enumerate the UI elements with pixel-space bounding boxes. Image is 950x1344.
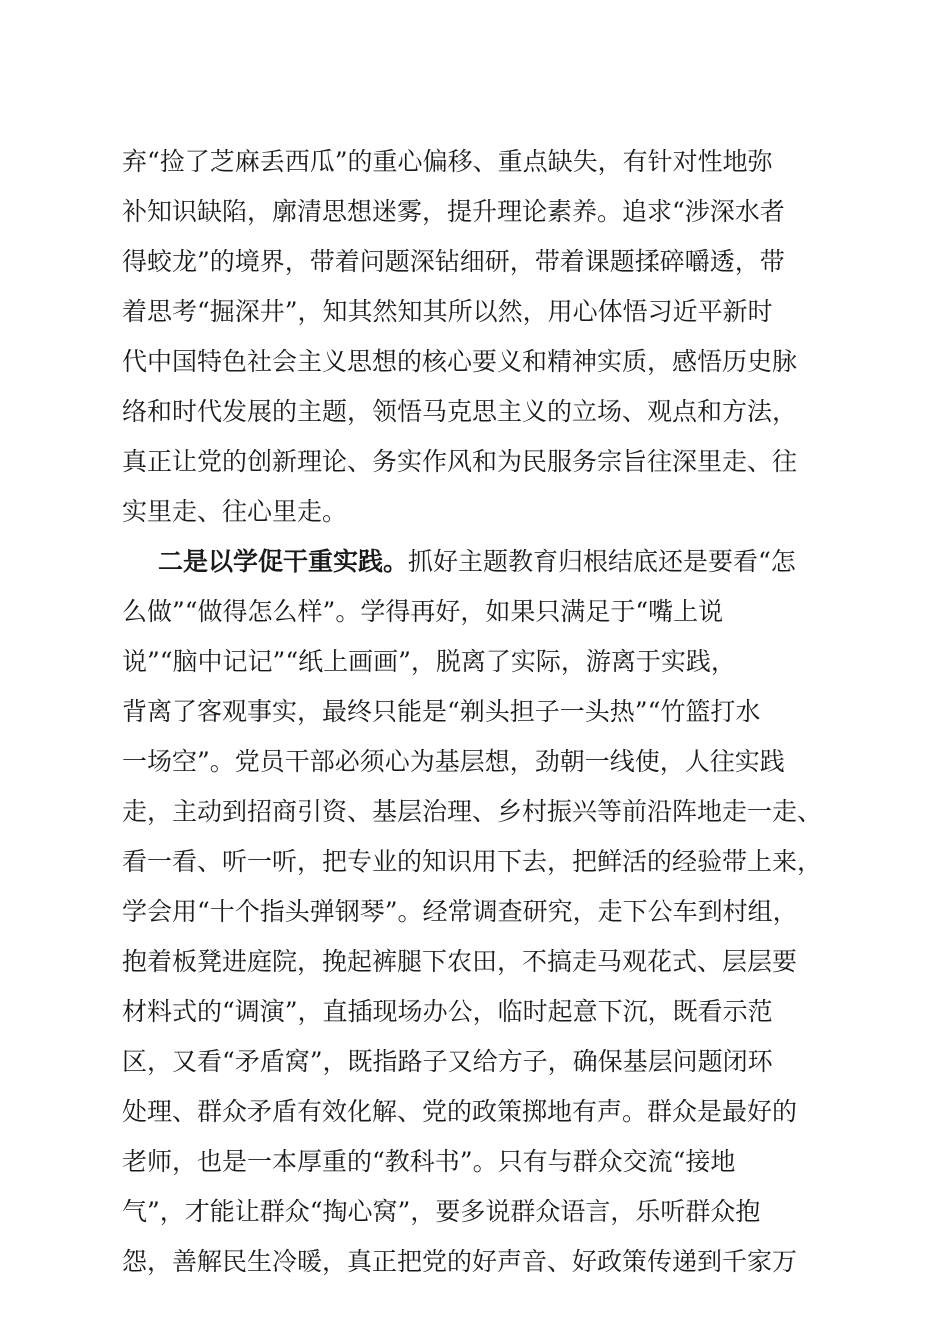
section-two-first-text: 抓好主题教育归根结底还是要看“怎 bbox=[408, 547, 796, 576]
paragraph-line: 弃“捡了芝麻丢西瓜”的重心偏移、重点缺失，有针对性地弥 bbox=[122, 147, 773, 176]
paragraph-line: 实里走、往心里走。 bbox=[122, 497, 348, 526]
paragraph-line: 代中国特色社会主义思想的核心要义和精神实质，感悟历史脉 bbox=[122, 347, 798, 376]
paragraph-line: 走，主动到招商引资、基层治理、乡村振兴等前沿阵地走一走、 bbox=[122, 797, 823, 826]
paragraph-line: 材料式的“调演”，直插现场办公，临时起意下沉，既看示范 bbox=[122, 997, 773, 1026]
paragraph-line: 一场空”。党员干部必须心为基层想，劲朝一线使，人往实践 bbox=[122, 747, 785, 776]
paragraph-line: 说”“脑中记记”“纸上画画”，脱离了实际，游离于实践， bbox=[122, 647, 736, 676]
paragraph-line: 背离了客观事实，最终只能是“剃头担子一头热”“竹篮打水 bbox=[122, 697, 761, 726]
paragraph-line: 真正让党的创新理论、务实作风和为民服务宗旨往深里走、往 bbox=[122, 447, 798, 476]
paragraph-line: 处理、群众矛盾有效化解、党的政策掷地有声。群众是最好的 bbox=[122, 1097, 798, 1126]
paragraph-line: 络和时代发展的主题，领悟马克思主义的立场、观点和方法， bbox=[122, 397, 798, 426]
paragraph-line: 区，又看“矛盾窝”，既指路子又给方子，确保基层问题闭环 bbox=[122, 1047, 773, 1076]
paragraph-line: 抱着板凳进庭院，挽起裤腿下农田，不搞走马观花式、层层要 bbox=[122, 947, 798, 976]
paragraph-line: 么做”“做得怎么样”。学得再好，如果只满足于“嘴上说 bbox=[122, 597, 724, 626]
paragraph-line: 怨，善解民生冷暖，真正把党的好声音、好政策传递到千家万 bbox=[122, 1247, 798, 1276]
paragraph-line: 气”，才能让群众“掏心窝”，要多说群众语言，乐听群众抱 bbox=[122, 1197, 761, 1226]
section-two-lead: 二是以学促干重实践。 bbox=[158, 547, 409, 576]
section-two-first-line bbox=[158, 542, 842, 582]
paragraph-line: 着思考“掘深井”，知其然知其所以然，用心体悟习近平新时 bbox=[122, 297, 773, 326]
paragraph-line: 学会用“十个指头弹钢琴”。经常调查研究，走下公车到村组， bbox=[122, 897, 798, 926]
paragraph-line: 老师，也是一本厚重的“教科书”。只有与群众交流“接地 bbox=[122, 1147, 736, 1176]
paragraph-line: 得蛟龙”的境界，带着问题深钻细研，带着课题揉碎嚼透，带 bbox=[122, 247, 785, 276]
paragraph-line: 看一看、听一听，把专业的知识用下去，把鲜活的经验带上来， bbox=[122, 847, 823, 876]
paragraph-line: 补知识缺陷，廓清思想迷雾，提升理论素养。追求“涉深水者 bbox=[122, 197, 785, 226]
